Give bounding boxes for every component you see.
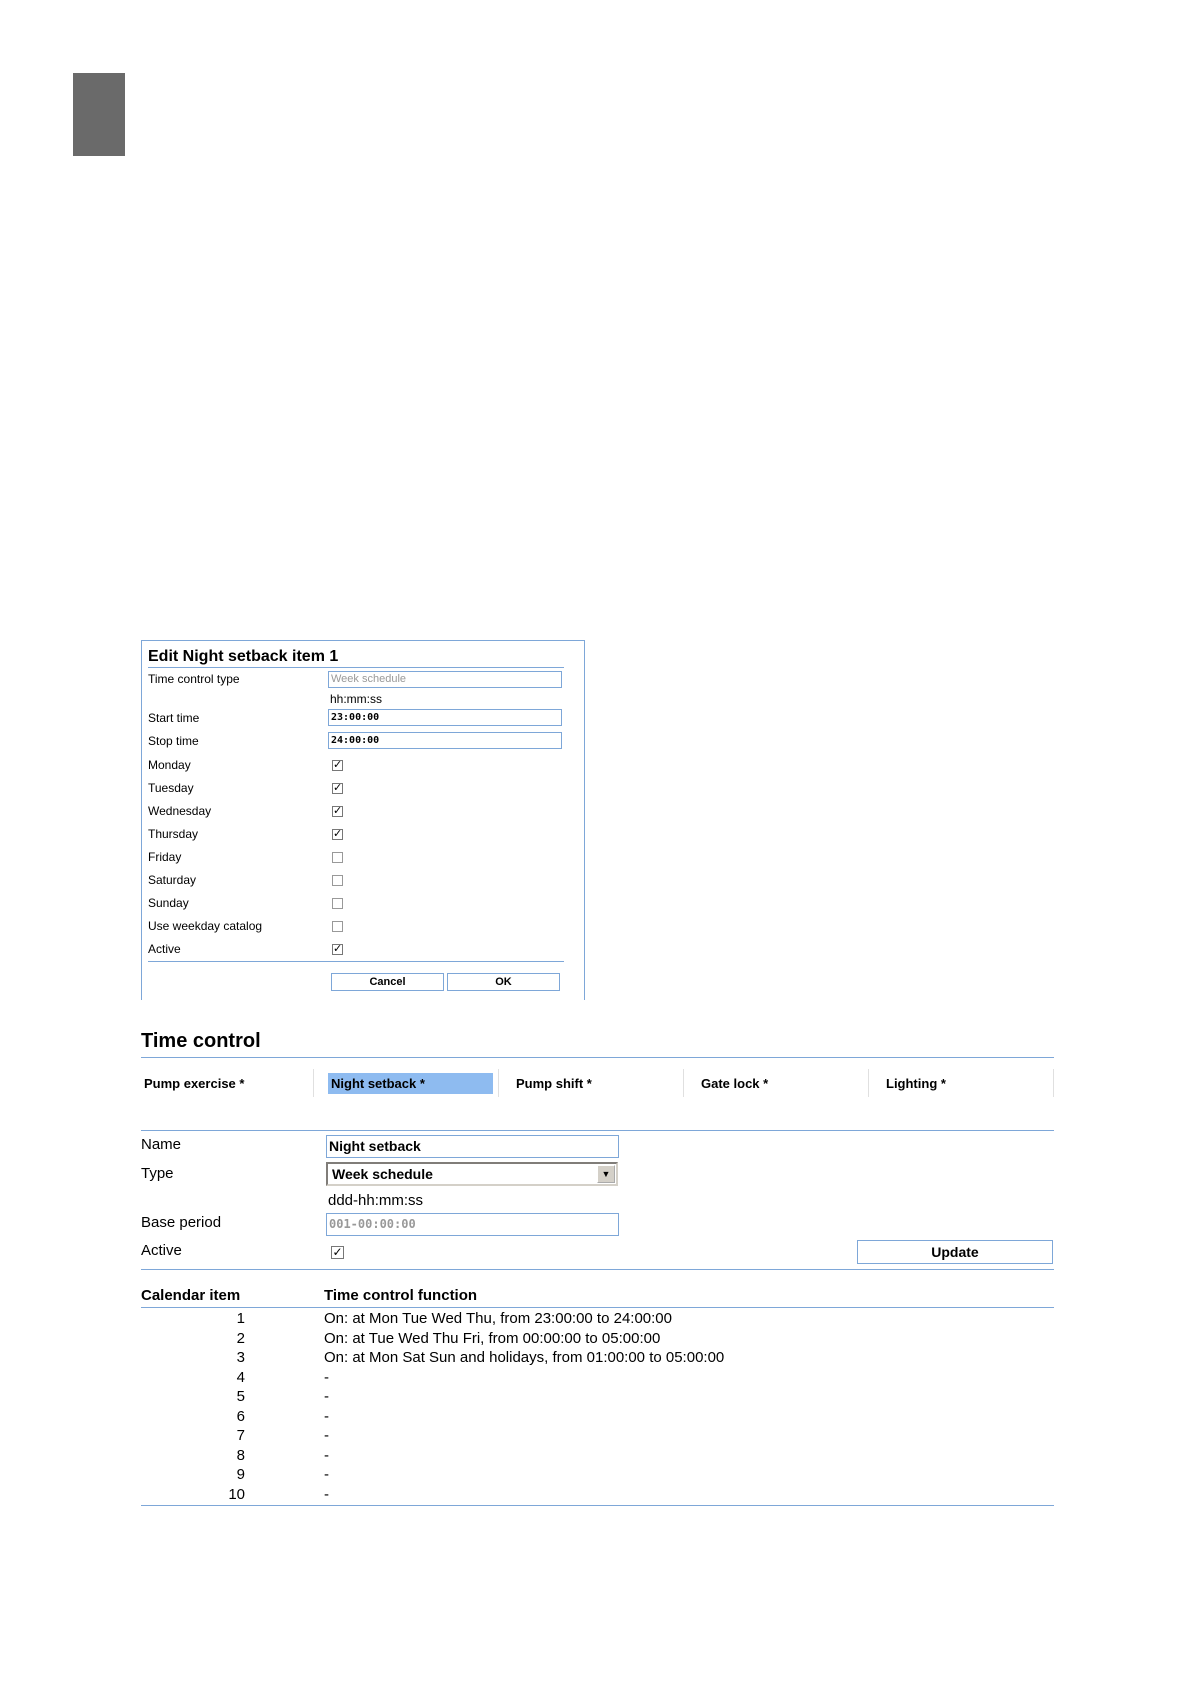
stop-time-input[interactable]: 24:00:00: [328, 732, 562, 749]
time-control-function: On: at Mon Tue Wed Thu, from 23:00:00 to 24:00:00: [324, 1310, 672, 1327]
base-period-field: 001-00:00:00: [326, 1213, 619, 1236]
dialog-title-rule: [148, 667, 564, 668]
edit-item-dialog: [141, 640, 585, 1000]
time-control-function: -: [324, 1446, 329, 1464]
dialog-title: Edit Night setback item 1: [148, 648, 339, 665]
checkbox-label: Thursday: [148, 827, 199, 841]
time-control-function: On: at Mon Sat Sun and holidays, from 01:00:00 to 05:00:00: [324, 1349, 725, 1366]
type-select[interactable]: [326, 1162, 618, 1186]
ok-button[interactable]: OK: [447, 973, 560, 991]
table-row[interactable]: [141, 1348, 1054, 1367]
checkbox-label: Saturday: [148, 873, 197, 887]
tab-separator: [313, 1069, 314, 1097]
time-control-function: -: [324, 1466, 329, 1483]
time-control-function: -: [324, 1427, 329, 1444]
dialog-footer-rule: [148, 961, 564, 962]
checkbox-label: Wednesday: [148, 804, 212, 818]
tab-separator: [1053, 1069, 1054, 1097]
time-control-type-label: Time control type: [148, 672, 240, 686]
calendar-item-number[interactable]: 9: [236, 1466, 245, 1483]
active-label: Active: [141, 1242, 182, 1259]
tab-separator: [868, 1069, 869, 1097]
tab-night-setback[interactable]: Night setback *: [328, 1073, 493, 1094]
table-row[interactable]: [141, 1387, 1054, 1406]
stop-time-label: Stop time: [148, 734, 199, 748]
tab-separator: [683, 1069, 684, 1097]
page-title: Time control: [141, 1030, 261, 1052]
time-control-type-field: Week schedule: [328, 671, 562, 688]
calendar-item-number[interactable]: 1: [236, 1310, 245, 1327]
start-time-input[interactable]: 23:00:00: [328, 709, 562, 726]
time-control-function: -: [324, 1407, 329, 1425]
name-label: Name: [141, 1136, 182, 1153]
checkbox[interactable]: [332, 875, 343, 886]
table-row[interactable]: [141, 1329, 1054, 1348]
calendar-item-number[interactable]: 8: [236, 1446, 245, 1464]
tabs-rule: [141, 1130, 1054, 1131]
type-label: Type: [141, 1165, 174, 1182]
name-input[interactable]: Night setback: [326, 1135, 619, 1158]
table-row[interactable]: [141, 1485, 1054, 1504]
checkbox-label: Tuesday: [148, 781, 194, 795]
checkbox[interactable]: [332, 898, 343, 909]
tab-pump-exercise[interactable]: Pump exercise *: [144, 1076, 245, 1091]
tab-separator: [498, 1069, 499, 1097]
tab-lighting[interactable]: Lighting *: [886, 1076, 946, 1091]
update-button[interactable]: Update: [857, 1240, 1053, 1264]
table-row[interactable]: [141, 1309, 1054, 1328]
calendar-item-number[interactable]: 6: [236, 1407, 245, 1425]
table-row[interactable]: [141, 1446, 1054, 1465]
base-period-label: Base period: [141, 1214, 222, 1231]
header-rule: [141, 1307, 1054, 1308]
calendar-item-number[interactable]: 10: [228, 1485, 245, 1503]
table-row[interactable]: [141, 1407, 1054, 1426]
form-rule: [141, 1269, 1054, 1270]
type-select-value: Week schedule: [332, 1166, 433, 1182]
table-row[interactable]: [141, 1426, 1054, 1445]
calendar-item-number[interactable]: 7: [236, 1427, 245, 1444]
chevron-down-icon[interactable]: ▼: [597, 1165, 615, 1183]
checkbox[interactable]: ✓: [333, 782, 343, 794]
checkbox-label: Active: [148, 942, 181, 956]
time-control-function: -: [324, 1485, 329, 1503]
checkbox[interactable]: ✓: [333, 828, 343, 840]
time-format-hint: hh:mm:ss: [330, 692, 383, 706]
col-header-function: Time control function: [324, 1287, 478, 1304]
table-row[interactable]: [141, 1465, 1054, 1484]
checkbox[interactable]: ✓: [333, 759, 343, 771]
checkbox[interactable]: [332, 852, 343, 863]
checkbox-label: Monday: [148, 758, 191, 772]
col-header-calendar-item: Calendar item: [141, 1287, 241, 1304]
checkbox-label: Friday: [148, 850, 182, 864]
tab-gate-lock[interactable]: Gate lock *: [701, 1076, 769, 1091]
tab-pump-shift[interactable]: Pump shift *: [516, 1076, 592, 1091]
time-control-panel: [141, 1025, 1054, 1510]
title-rule: [141, 1057, 1054, 1058]
checkbox-label: Sunday: [148, 896, 189, 910]
period-format-hint: ddd-hh:mm:ss: [328, 1192, 424, 1209]
calendar-item-number[interactable]: 3: [236, 1349, 245, 1366]
checkbox-label: Use weekday catalog: [148, 919, 263, 933]
time-control-function: -: [324, 1368, 329, 1386]
calendar-item-number[interactable]: 2: [236, 1329, 245, 1347]
chapter-marker: [73, 73, 125, 156]
table-row[interactable]: [141, 1368, 1054, 1387]
calendar-item-number[interactable]: 5: [236, 1388, 245, 1405]
table-bottom-rule: [141, 1505, 1054, 1506]
time-control-function: On: at Tue Wed Thu Fri, from 00:00:00 to 05:00:00: [324, 1329, 661, 1347]
cancel-button[interactable]: Cancel: [331, 973, 444, 991]
checkbox[interactable]: ✓: [333, 805, 343, 817]
calendar-item-number[interactable]: 4: [236, 1368, 245, 1386]
start-time-label: Start time: [148, 711, 200, 725]
time-control-function: -: [324, 1388, 329, 1405]
checkbox[interactable]: [332, 921, 343, 932]
active-checkbox[interactable]: ✓: [332, 1245, 343, 1259]
checkbox[interactable]: ✓: [333, 943, 343, 955]
